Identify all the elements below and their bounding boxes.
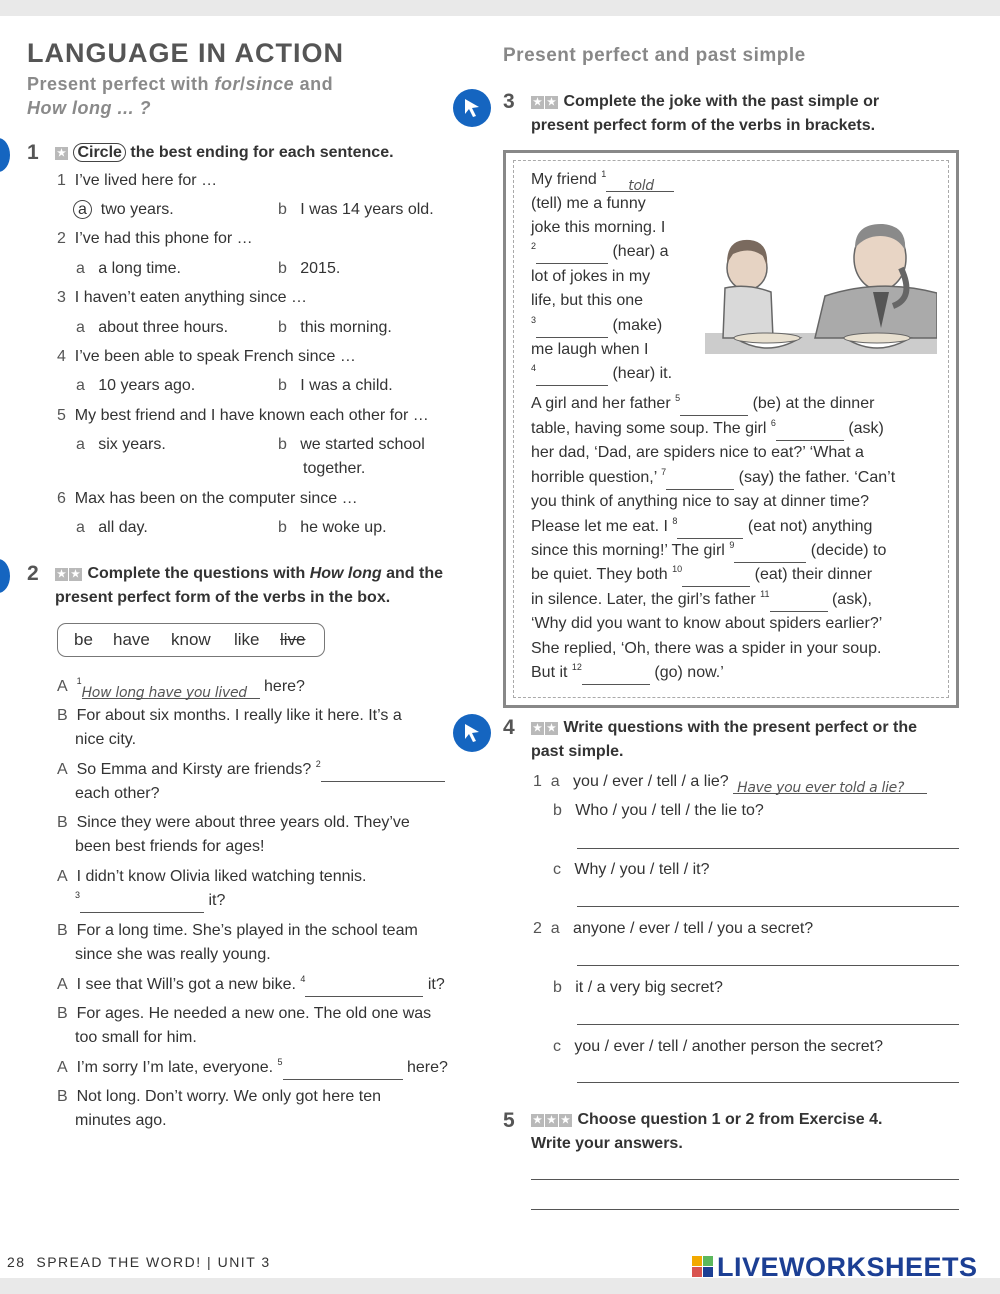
dialogue-line-4-cont: been best friends for ages! <box>75 838 265 855</box>
ex1-item-2: 2 I’ve had this phone for … <box>57 230 253 247</box>
exercise-3-number: 3 <box>503 90 515 113</box>
ex4-answer-2c[interactable] <box>577 1082 959 1083</box>
word-like: like <box>234 630 260 649</box>
dialogue-line-10-cont: minutes ago. <box>75 1112 167 1129</box>
page-number: 28 <box>7 1254 26 1270</box>
ex4-q1c: c Why / you / tell / it? <box>553 861 710 878</box>
ex1-option-6a[interactable]: a all day. <box>76 519 148 536</box>
ex1-option-2a[interactable]: a a long time. <box>76 260 181 277</box>
exercise-2-number: 2 <box>27 562 39 585</box>
dialogue-line-5: A I didn’t know Olivia liked watching tennis. <box>57 868 367 885</box>
joke-blank-12[interactable] <box>582 667 650 685</box>
exercise-3-instruction: ★ ★ Complete the joke with the past simple or present perfect form of the verbs in brackets. <box>531 93 880 134</box>
ex1-option-5b-cont: together. <box>303 460 366 477</box>
dialogue-line-6: B For a long time. She’s played in the school team <box>57 922 418 939</box>
dialogue-line-2-cont: nice city. <box>75 731 137 748</box>
exercise-4-instruction: ★ ★ Write questions with the present perfect or the past simple. <box>531 719 917 760</box>
ex1-item-3: 3 I haven’t eaten anything since … <box>57 289 307 306</box>
dialogue-line-3: A So Emma and Kirsty are friends? $^2$ <box>57 758 445 782</box>
ex1-item-6: 6 Max has been on the computer since … <box>57 490 358 507</box>
ex4-answer-1c[interactable] <box>577 906 959 907</box>
ex5-answer-line-1[interactable] <box>531 1179 959 1180</box>
ex1-option-5a[interactable]: a six years. <box>76 436 166 453</box>
joke-blank-5[interactable] <box>680 398 748 416</box>
ex4-q1a: 1 a you / ever / tell / a lie? Have you ever told a lie? <box>533 770 927 794</box>
ex1-option-5b[interactable]: b we started school <box>278 436 425 453</box>
ex4-q2c: c you / ever / tell / another person the secret? <box>553 1038 883 1055</box>
answer-blank-5[interactable] <box>283 1062 403 1080</box>
ex1-item-4: 4 I’ve been able to speak French since … <box>57 348 356 365</box>
unit-label: SPREAD THE WORD! | UNIT 3 <box>36 1254 271 1270</box>
joke-blank-1[interactable]: told <box>606 174 674 192</box>
logo-icon <box>692 1256 714 1278</box>
exercise-5-instruction: ★ ★ ★ Choose question 1 or 2 from Exercise 4. Write your answers. <box>531 1111 883 1152</box>
right-section-title: Present perfect and past simple <box>503 45 806 66</box>
cursor-arrow-icon <box>463 722 481 744</box>
exercise-5-number: 5 <box>503 1109 515 1132</box>
answer-blank-3[interactable] <box>80 895 204 913</box>
exercise-4-pointer-button[interactable] <box>453 714 491 752</box>
joke-blank-10[interactable] <box>682 569 750 587</box>
ex1-option-3a[interactable]: a about three hours. <box>76 319 229 336</box>
ex4-q2b: b it / a very big secret? <box>553 979 723 996</box>
word-box <box>57 623 325 657</box>
dialogue-line-1: A $^1$How long have you lived here? <box>57 676 305 701</box>
ex4-answer-2a[interactable] <box>577 965 959 966</box>
ex1-option-6b[interactable]: b he woke up. <box>278 519 387 536</box>
ex1-option-3b[interactable]: b this morning. <box>278 319 392 336</box>
word-know: know <box>171 630 211 649</box>
joke-blank-7[interactable] <box>666 472 734 490</box>
dinner-illustration <box>705 188 937 354</box>
liveworksheets-logo[interactable]: LIVEWORKSHEETS <box>692 1252 978 1278</box>
joke-blank-11[interactable] <box>770 594 828 612</box>
dialogue-line-6-cont: since she was really young. <box>75 946 271 963</box>
dialogue-line-7: A I see that Will’s got a new bike. $^4$ it? <box>57 973 445 997</box>
answer-blank-1[interactable]: How long have you lived <box>82 681 260 699</box>
ex1-item-1: 1 I’ve lived here for … <box>57 172 218 189</box>
word-live-crossed: live <box>280 630 306 649</box>
ex4-q2a: 2 a anyone / ever / tell / you a secret? <box>533 920 814 937</box>
exercise-1-instruction: ★ Circle the best ending for each sentence. <box>55 140 394 165</box>
ex4-answer-1a[interactable]: Have you ever told a lie? <box>733 776 927 794</box>
page-footer <box>7 1254 271 1270</box>
ex1-option-1a[interactable]: a two years. <box>73 198 174 222</box>
ex1-option-4a[interactable]: a 10 years ago. <box>76 377 196 394</box>
joke-blank-2[interactable] <box>536 246 608 264</box>
ex1-option-4b[interactable]: b I was a child. <box>278 377 393 394</box>
joke-blank-9[interactable] <box>734 545 806 563</box>
ex1-option-1b[interactable]: b I was 14 years old. <box>278 201 434 218</box>
ex1-option-2b[interactable]: b 2015. <box>278 260 341 277</box>
dialogue-line-5-cont: $^3$ it? <box>75 889 225 913</box>
dialogue-line-4: B Since they were about three years old. They’ve <box>57 814 410 831</box>
joke-blank-4[interactable] <box>536 368 608 386</box>
dialogue-line-8-cont: too small for him. <box>75 1029 197 1046</box>
cursor-arrow-icon <box>463 97 481 119</box>
ex1-item-5: 5 My best friend and I have known each other for … <box>57 407 429 424</box>
ex4-answer-1b[interactable] <box>577 848 959 849</box>
exercise-3-pointer-button[interactable] <box>453 89 491 127</box>
exercise-2-instruction: ★ ★ Complete the questions with How long and the present perfect form of the verbs in the box. <box>55 565 444 606</box>
difficulty-stars: ★ <box>55 140 69 164</box>
exercise-4-number: 4 <box>503 716 515 739</box>
page-title: LANGUAGE IN ACTION <box>27 38 344 68</box>
ex4-q1b: b Who / you / tell / the lie to? <box>553 802 764 819</box>
ex5-answer-line-2[interactable] <box>531 1209 959 1210</box>
answer-blank-4[interactable] <box>305 979 423 997</box>
dialogue-line-9: A I’m sorry I’m late, everyone. $^5$ here? <box>57 1056 448 1080</box>
joke-blank-3[interactable] <box>536 320 608 338</box>
dialogue-line-8: B For ages. He needed a new one. The old one was <box>57 1005 432 1022</box>
section-subtitle: Present perfect with for/since and How long ... ? <box>27 74 334 118</box>
circle-mark: a <box>73 200 92 219</box>
joke-blank-6[interactable] <box>776 423 844 441</box>
joke-blank-8[interactable] <box>677 521 743 539</box>
dialogue-line-2: B For about six months. I really like it here. It’s a <box>57 707 402 724</box>
exercise-1-number: 1 <box>27 141 39 164</box>
exercise-1-tab[interactable] <box>0 138 10 172</box>
word-be: be <box>74 630 93 649</box>
worksheet-page: LANGUAGE IN ACTION Present perfect with for/since and How long ... ? Present perfect and past simple 1 ★ Circle the best ending for each sentence. 1 I’ve lived here for … a two years. b I was 14 years old. 2 I’ve had this phone for … a a long time. b 2015. 3 I haven’t eaten anything since … a about three hours. b this morning. 4 I’ve been able to speak French since … a 10 years ago. b I was a child. 5 My best friend and I have known each other for … a six years. b we started school together. 6 Max has been on the computer since … a all day. b he woke up. 2 ★ ★ Complete the questions with How long and the present perfect form of the verbs in the box. be have know like live A $^1$How long have you lived here? B For about six months. I really like it here. It’s a nice city. A So Emma and Kirsty are friends? $^2$ each other? B Since they were about three years old. They’ve been best friends for ages! A I didn’t know Olivia liked watching tennis. $^3$ it? B For a long time. She’s played in the school team since she was really young. A I see that Will’s got a new bike. $^4$ it? B For ages. He needed a new one. The old one was too small for him. A I’m sorry I’m late, everyone. $^5$ here? B Not long. Don’t worry. We only got here ten minutes ago. 3 ★ ★ Complete the joke with the past simple or present perfect form of the verbs in brackets. My friend $^1$told (tell) me a funny joke this morning. I $^2$ (hear) a lot of jokes in my life, but this one $^3$ (make) me laugh when I $^4$ (hear) it. A girl and her father $^5$ (be) at the dinner table, having some soup. The girl $^6$ (ask) her dad, ‘Dad, are spiders nice to eat?’ ‘What a horrible question,’ $^7$ (say) the father. ‘Can’t you think of anything nice to say at dinner time? Please let me eat. I $^8$ (eat not) anything since this morning!’ The girl $^9$ (decide) to be quiet. They both $^{10}$ (eat) their dinner in silence. Later, the girl’s father $^{11}$ (ask), ‘Why did you want to know about spiders earlier?’ She replied, ‘Oh, there was a spider in your soup. But it $^{12}$ (go) now.’ 4 ★ ★ Write questions with the present perfect or the past simple. 1 a you / ever / tell / a lie? Have you ever told a lie? b Who / you / tell / the lie to? c Why / you / tell / it? 2 a anyone / ever / tell / you a secret? b it / a very big secret? c you / ever / tell / another person the secret? 5 ★ ★ ★ Choose question 1 or 2 from Exercise 4. Write your answers. 28 SPREAD THE WORD! | UNIT 3 LIVEWORKSHEETS <box>0 16 1000 1278</box>
exercise-2-tab[interactable] <box>0 559 10 593</box>
dialogue-line-10: B Not long. Don’t worry. We only got here ten <box>57 1088 382 1105</box>
dialogue-line-3-cont: each other? <box>75 785 160 802</box>
word-have: have <box>113 630 150 649</box>
answer-blank-2[interactable] <box>321 764 445 782</box>
ex4-answer-2b[interactable] <box>577 1024 959 1025</box>
